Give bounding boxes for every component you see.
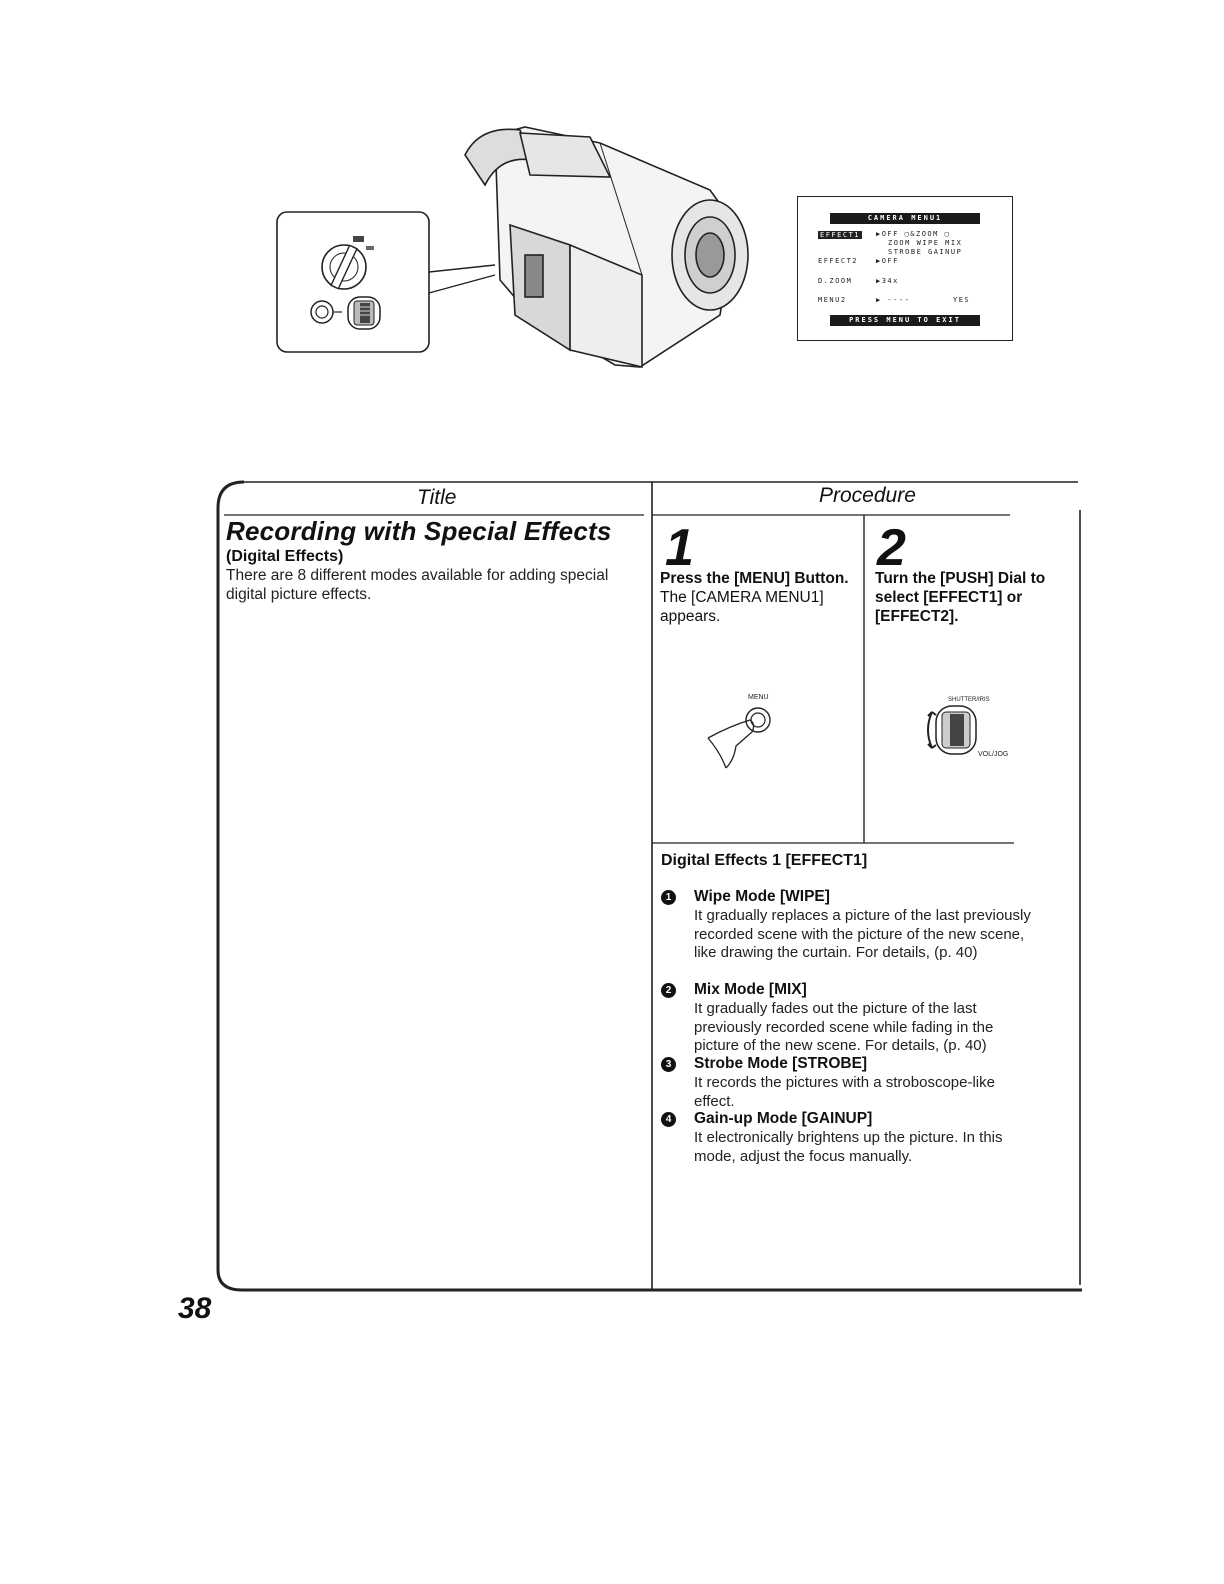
- bullet-3-icon: 3: [661, 1057, 676, 1072]
- lcd-header: CAMERA MENU1: [830, 213, 980, 224]
- lcd-effect1-options-c: STROBE GAINUP: [888, 248, 963, 256]
- effect-desc: It gradually replaces a picture of the last previously recorded scene with the picture of the new scene, like drawing the curtain. For details, (p. 40): [694, 907, 1031, 961]
- lcd-footer: PRESS MENU TO EXIT: [830, 315, 980, 326]
- effect-name: Strobe Mode [STROBE]: [694, 1055, 868, 1072]
- lcd-effect1-label: EFFECT1: [820, 231, 861, 239]
- lcd-menu2-label: MENU2: [818, 296, 847, 304]
- step-1-bold: Press the [MENU] Button.: [660, 570, 849, 587]
- effects-title: Digital Effects 1 [EFFECT1]: [661, 852, 868, 869]
- menu-button-icon: [311, 301, 342, 323]
- step-1-number: 1: [665, 519, 694, 577]
- lcd-effect2-value: ▶OFF: [876, 257, 899, 265]
- lcd-effect2-label: EFFECT2: [818, 257, 859, 265]
- effect-name: Mix Mode [MIX]: [694, 981, 807, 998]
- lcd-dzoom-value: ▶34x: [876, 277, 899, 285]
- section-subtitle: (Digital Effects): [226, 548, 344, 565]
- bullet-1-icon: 1: [661, 890, 676, 905]
- camcorder-body-icon: [465, 127, 748, 367]
- step-2-number: 2: [877, 519, 906, 577]
- effect-desc: It records the pictures with a stroboscope-like effect.: [694, 1074, 995, 1110]
- section-intro: There are 8 different modes available for adding special digital picture effects.: [226, 567, 609, 603]
- effect-name: Wipe Mode [WIPE]: [694, 888, 830, 905]
- bullet-4-icon: 4: [661, 1112, 676, 1127]
- push-dial-icon: [348, 297, 380, 329]
- bullet-2-icon: 2: [661, 983, 676, 998]
- camcorder-illustration: [270, 115, 750, 385]
- effect-name: Gain-up Mode [GAINUP]: [694, 1110, 873, 1127]
- step-1-desc: The [CAMERA MENU1] appears.: [660, 589, 824, 625]
- step-2-text: [875, 569, 1075, 626]
- lcd-effect1-options-b: ZOOM WIPE MIX: [888, 239, 963, 247]
- lcd-effect1-options-a: ▶OFF ▢&ZOOM ▢: [876, 230, 951, 238]
- lcd-menu2-value: ▶ ----: [876, 296, 911, 304]
- camera-menu-screen: [797, 196, 1013, 341]
- lcd-dzoom-label: D.ZOOM: [818, 277, 853, 285]
- menu-label: MENU: [748, 694, 769, 701]
- effect-desc: It electronically brightens up the picture. In this mode, adjust the focus manually.: [694, 1129, 1003, 1165]
- step-2-bold: Turn the [PUSH] Dial to select [EFFECT1] or [EFFECT2].: [875, 570, 1046, 625]
- effect-desc: It gradually fades out the picture of the last previously recorded scene while fading in the picture of the new scene. For details, (p. 40): [694, 1000, 994, 1054]
- section-title: Recording with Special Effects: [226, 516, 612, 546]
- shutter-iris-label: SHUTTER/IRIS: [948, 697, 990, 703]
- push-dial-turn-icon: [920, 692, 1030, 762]
- vol-jog-label: VOL/JOG: [978, 751, 1009, 758]
- page-number: 38: [178, 1292, 212, 1325]
- title-column-header: Title: [417, 486, 457, 509]
- finger-press-menu-icon: [700, 690, 800, 770]
- mode-dial-icon: [322, 236, 374, 289]
- step-1-text: [660, 569, 855, 626]
- lcd-menu2-yes: YES: [953, 296, 971, 304]
- procedure-column-header: Procedure: [819, 484, 916, 507]
